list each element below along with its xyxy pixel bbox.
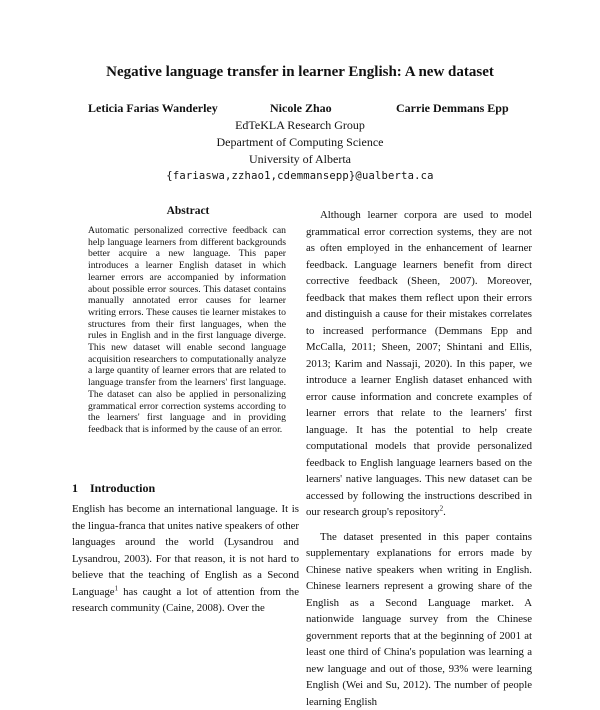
author-emails: {fariaswa,zzhao1,cdemmansepp}@ualberta.ca: [0, 168, 600, 185]
abstract-text: Automatic personalized corrective feedback can help language learners from different backgrounds better acquire a new language. This paper introduces a learner English dataset in which learner errors are accompanied by information about possible error sources. This dataset contains manually annotated error causes for learner writing errors. These causes tie learner mistakes to structures from their first languages, when the rules in English and in the first language diverge. This new dataset will enable second language acquisition researchers to computationally analyze a large quantity of learner errors that are related to language transfer from the learners' first language. The dataset can also be applied in personalizing grammatical error correction systems according to the learners' first language and in providing feedback that is informed by the cause of an error.: [88, 225, 286, 436]
right-column: [306, 207, 532, 710]
body-paragraph: The dataset presented in this paper contains supplementary explanations for errors made by Chinese native speakers when writing in English. Chinese learners represent a growing share of the English as a Second Language market. A nationwide language survey from the Chinese government reports that at the beginning of 2001 at least one third of China's population was learning a new language and out of those, 93% were learning English (Wei and Su, 2012). The number of people learning English: [306, 529, 532, 710]
section-title: Introduction: [90, 481, 155, 495]
author-name: Nicole Zhao: [270, 101, 332, 116]
author-name: Leticia Farias Wanderley: [88, 101, 218, 116]
research-group: EdTeKLA Research Group: [0, 117, 600, 134]
paragraph-text: Although learner corpora are used to model grammatical error correction systems, they are not as often employed in the enhancement of learner feedback. Language learners benefit from direct corrective feedback (Sheen, 2007). Moreover, feedback that makes them reflect upon their errors and distinguish a cause for their mistakes correlates to increased performance (Demmans Epp and McCalla, 2011; Sheen, 2007; Shintani and Ellis, 2013; Karim and Nassaji, 2020). In this paper, we introduce a learner English dataset enhanced with error cause information and concrete examples of learner errors that relate to the learners' first language. It has the potential to help create computational models that provide personalized feedback to English language learners based on the learners' native languages. This new dataset can be accessed by following the instructions described in our research group's repository: [306, 209, 532, 518]
section-heading-introduction: [72, 481, 155, 496]
paper-title: Negative language transfer in learner English: A new dataset: [0, 64, 600, 81]
abstract-heading: Abstract: [88, 205, 288, 217]
footnote-marker: 1: [115, 584, 119, 592]
university: University of Alberta: [0, 151, 600, 168]
intro-text-continued: has caught a lot of attention from the research community (Caine, 2008). Over the: [72, 586, 299, 615]
affiliation-block: [0, 117, 600, 185]
department: Department of Computing Science: [0, 134, 600, 151]
paragraph-end: .: [443, 506, 446, 518]
body-paragraph: [306, 207, 532, 521]
intro-text: English has become an international language. It is the lingua-franca that unites native speakers of other languages around the world (Lysandrou and Lysandrou, 2003). For that reason, it is not hard to believe that the teaching of English as a Second Language: [72, 503, 299, 598]
introduction-paragraph: [72, 501, 299, 617]
author-name: Carrie Demmans Epp: [396, 101, 509, 116]
footnote-marker: 2: [440, 504, 444, 512]
section-number: 1: [72, 481, 90, 496]
